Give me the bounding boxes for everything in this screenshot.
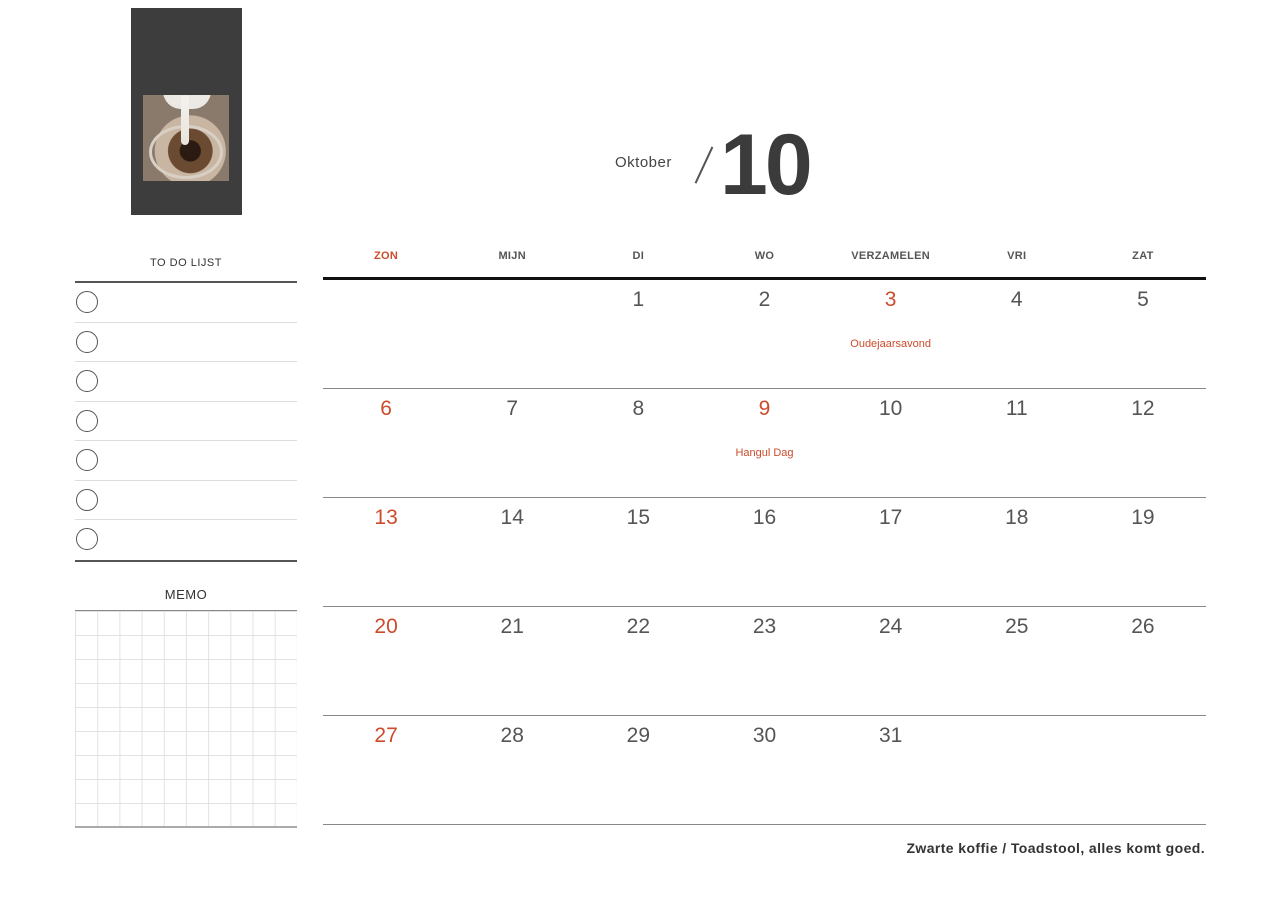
todo-title: TO DO LIJST <box>150 257 222 269</box>
todo-item[interactable] <box>75 362 297 402</box>
week-row <box>323 498 1206 607</box>
weekday-label: VRI <box>1007 250 1027 262</box>
day-cell[interactable] <box>701 716 827 824</box>
day-cell[interactable] <box>449 389 575 497</box>
footer-quote: Zwarte koffie / Toadstool, alles komt goed. <box>906 840 1205 856</box>
day-event-label: Oudejaarsavond <box>850 338 931 350</box>
todo-item[interactable] <box>75 283 297 323</box>
day-number: 25 <box>1005 615 1029 638</box>
day-cell[interactable] <box>323 389 449 497</box>
todo-checkbox-icon[interactable] <box>76 291 98 313</box>
weekday-label: VERZAMELEN <box>851 250 931 262</box>
day-number: 11 <box>1005 397 1028 420</box>
todo-list <box>75 281 297 562</box>
day-number: 30 <box>752 724 777 747</box>
day-number: 2 <box>758 288 771 311</box>
day-cell[interactable] <box>575 607 701 715</box>
day-number: 10 <box>878 397 903 420</box>
day-number: 14 <box>500 506 524 529</box>
day-cell[interactable] <box>954 280 1080 388</box>
day-number: 21 <box>500 615 524 638</box>
todo-checkbox-icon[interactable] <box>76 370 98 392</box>
day-number: 3 <box>884 288 897 311</box>
day-number: 22 <box>626 615 651 638</box>
day-cell[interactable] <box>323 607 449 715</box>
day-number: 23 <box>752 615 777 638</box>
todo-item[interactable] <box>75 481 297 521</box>
todo-checkbox-icon[interactable] <box>76 410 98 432</box>
day-cell[interactable] <box>575 716 701 824</box>
weekday-label: DI <box>632 250 645 262</box>
day-cell[interactable] <box>575 280 701 388</box>
todo-item[interactable] <box>75 402 297 442</box>
day-number: 18 <box>1005 506 1029 529</box>
day-number: 24 <box>878 615 903 638</box>
day-cell <box>449 280 575 388</box>
day-cell[interactable] <box>828 607 954 715</box>
todo-checkbox-icon[interactable] <box>76 528 98 550</box>
day-cell[interactable] <box>701 607 827 715</box>
memo-grid[interactable] <box>75 610 297 828</box>
day-number: 28 <box>500 724 524 747</box>
slash-divider <box>695 147 713 184</box>
coffee-photo <box>143 95 229 181</box>
weekday-label: WO <box>754 250 775 262</box>
day-cell <box>1080 716 1206 824</box>
week-row <box>323 716 1206 825</box>
day-cell[interactable] <box>1080 498 1206 606</box>
day-number: 26 <box>1131 615 1155 638</box>
day-cell[interactable] <box>828 280 954 388</box>
day-cell[interactable] <box>828 498 954 606</box>
day-cell[interactable] <box>323 716 449 824</box>
day-cell[interactable] <box>1080 389 1206 497</box>
day-number: 4 <box>1010 288 1023 311</box>
weekday-label: ZAT <box>1132 250 1154 262</box>
week-row <box>323 607 1206 716</box>
day-cell[interactable] <box>954 607 1080 715</box>
day-number: 17 <box>878 506 903 529</box>
week-row <box>323 389 1206 498</box>
day-event-label: Hangul Dag <box>735 447 794 459</box>
todo-item[interactable] <box>75 520 297 560</box>
month-number: 10 <box>720 117 810 213</box>
day-number: 12 <box>1131 397 1155 420</box>
day-cell[interactable] <box>1080 280 1206 388</box>
day-number: 31 <box>878 724 903 747</box>
day-number: 8 <box>632 397 645 420</box>
todo-item[interactable] <box>75 441 297 481</box>
calendar <box>323 240 1206 825</box>
todo-item[interactable] <box>75 323 297 363</box>
day-number: 1 <box>632 288 645 311</box>
todo-checkbox-icon[interactable] <box>76 331 98 353</box>
month-name: Oktober <box>615 154 672 171</box>
day-number: 15 <box>626 506 651 529</box>
calendar-weeks <box>323 280 1206 825</box>
day-cell[interactable] <box>701 389 827 497</box>
day-cell <box>323 280 449 388</box>
day-cell[interactable] <box>575 498 701 606</box>
weekday-label: MIJN <box>498 250 526 262</box>
day-cell[interactable] <box>828 716 954 824</box>
weekday-label: ZON <box>374 250 399 262</box>
day-number: 6 <box>380 397 392 420</box>
weekday-header <box>323 240 1206 280</box>
day-number: 7 <box>506 397 519 420</box>
day-cell[interactable] <box>323 498 449 606</box>
day-number: 13 <box>374 506 398 529</box>
day-cell[interactable] <box>954 498 1080 606</box>
memo-title: MEMO <box>164 587 208 602</box>
day-cell[interactable] <box>828 389 954 497</box>
todo-checkbox-icon[interactable] <box>76 489 98 511</box>
day-cell <box>954 716 1080 824</box>
day-number: 20 <box>374 615 398 638</box>
day-cell[interactable] <box>575 389 701 497</box>
day-number: 16 <box>752 506 777 529</box>
day-number: 9 <box>758 397 771 420</box>
day-cell[interactable] <box>954 389 1080 497</box>
day-number: 27 <box>374 724 398 747</box>
todo-checkbox-icon[interactable] <box>76 449 98 471</box>
day-number: 5 <box>1137 288 1149 311</box>
day-number: 19 <box>1131 506 1155 529</box>
day-cell[interactable] <box>1080 607 1206 715</box>
photo-frame <box>131 8 242 215</box>
day-cell[interactable] <box>449 498 575 606</box>
day-cell[interactable] <box>701 280 827 388</box>
day-number: 29 <box>626 724 651 747</box>
day-cell[interactable] <box>449 607 575 715</box>
day-cell[interactable] <box>701 498 827 606</box>
week-row <box>323 280 1206 389</box>
day-cell[interactable] <box>449 716 575 824</box>
